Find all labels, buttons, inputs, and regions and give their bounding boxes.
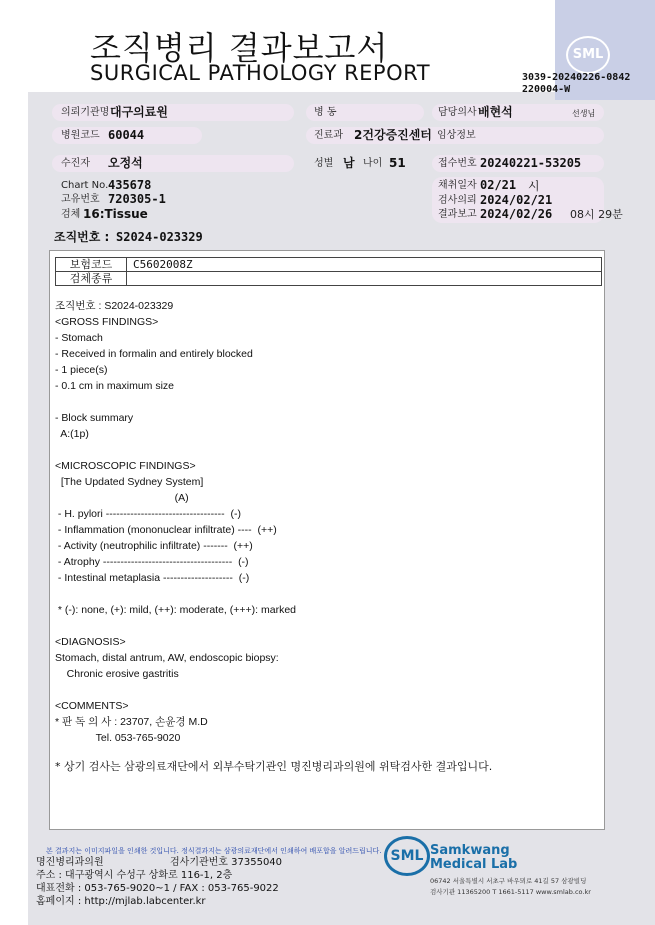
unique-no-value: 720305-1 — [108, 192, 166, 206]
tissue-no-label: 조직번호 : — [54, 230, 110, 244]
result-date-label: 결과보고 — [438, 209, 477, 220]
lab-name-line1: Samkwang — [430, 843, 510, 858]
chart-no-value: 435678 — [108, 178, 152, 192]
ward-label: 병 동 — [314, 107, 337, 118]
dept-value: 2건강증진센터 — [354, 128, 432, 142]
request-date-label: 검사의뢰 — [438, 195, 477, 206]
sex-label: 성별 — [314, 158, 334, 169]
insurance-code-label: 보험코드 — [56, 258, 127, 272]
codes-table — [55, 257, 602, 286]
unique-no-label: 고유번호 — [61, 194, 100, 205]
doctor-suffix: 선생님 — [572, 109, 596, 118]
institution-label: 의뢰기관명 — [61, 107, 110, 118]
clinical-info-label: 임상정보 — [437, 130, 476, 141]
report-id — [522, 72, 630, 96]
specimen-type-label: 검체종류 — [56, 272, 127, 286]
clinic-homepage: 홈페이지 : http://mjlab.labcenter.kr — [36, 896, 206, 907]
hospital-code-label: 병원코드 — [61, 130, 100, 141]
lab-name-line2: Medical Lab — [430, 857, 518, 872]
insurance-code-value: C5602008Z — [127, 258, 602, 272]
patient-value: 오정석 — [108, 156, 143, 170]
outsourcing-notice: * 상기 검사는 삼광의료재단에서 외부수탁기관인 명진병리과의원에 위탁검사한 결과입니다. — [55, 760, 493, 773]
collect-date-value: 02/21 — [480, 178, 517, 192]
clinic-name: 명진병리과의원 — [36, 857, 104, 868]
clinic-phone: 대표전화 : 053-765-9020~1 / FAX : 053-765-9022 — [36, 883, 279, 894]
lab-address: 06742 서울특별시 서초구 바우뫼로 41길 57 삼광빌딩 — [430, 877, 587, 885]
sex-value: 남 — [343, 156, 355, 170]
sml-lab-logo-icon: SML — [384, 836, 430, 876]
tissue-no-value: S2024-023329 — [116, 230, 203, 244]
specimen-type-value — [127, 272, 602, 286]
report-title-korean: 조직병리 결과보고서 — [90, 29, 389, 67]
age-value: 51 — [389, 156, 406, 170]
lab-contact: 검사기관 11365200 T 1661-5117 www.smlab.co.kr — [430, 888, 591, 896]
doctor-value: 배현석 — [478, 105, 513, 119]
chart-no-label: Chart No. — [61, 180, 109, 191]
lab-name — [430, 844, 517, 872]
collect-date-label: 채취일자 — [438, 180, 477, 191]
receipt-value: 20240221-53205 — [480, 156, 582, 170]
institution-value: 대구의료원 — [110, 105, 168, 119]
report-title-english: SURGICAL PATHOLOGY REPORT — [90, 61, 431, 85]
table-row — [56, 258, 602, 272]
dept-label: 진료과 — [314, 130, 343, 141]
print-notice: 본 결과지는 이미지파일을 인쇄한 것입니다. 정식결과지는 삼광의료재단에서 인쇄하여 배포합을 알려드립니다. — [46, 847, 382, 855]
collect-date-suffix: 시 — [528, 179, 540, 193]
clinic-address: 주소 : 대구광역시 수성구 상화로 116-1, 2층 — [36, 870, 233, 881]
doctor-label: 담당의사 — [438, 107, 477, 118]
report-id-line2: 220004-W — [522, 84, 571, 95]
specimen-value: 16:Tissue — [83, 207, 148, 221]
clinic-registration: 검사기관번호 37355040 — [170, 857, 283, 868]
result-date-value: 2024/02/26 — [480, 207, 553, 221]
result-time-value: 08시 29분 — [570, 208, 623, 221]
sml-logo-icon: SML — [566, 36, 610, 74]
report-body-text: 조직번호 : S2024-023329 <GROSS FINDINGS> - Stomach - Received in formalin and entirely blocked - 1 piece(s) - 0.1 cm in maximum size - Block summary A:(1p) <MICROSCOPIC FINDINGS> [The Updated Sydney System] (A) - H. pylori ---------------------------------- (-) - Inflammation (mononuclear infiltrate) ---- (++) - Activity (neutrophilic infiltrate) ------- (++) - Atrophy ------------------------------------- (-) - Intestinal metaplasia -------------------- (-) * (-): none, (+): mild, (++): moderate, (+++): marked <DIAGNOSIS> Stomach, distal antrum, AW, endoscopic biopsy: Chronic erosive gastritis <COMMENTS> * 판 독 의 사 : 23707, 손윤경 M.D Tel. 053-765-9020 — [55, 300, 297, 744]
receipt-label: 접수번호 — [438, 158, 477, 169]
hospital-code-value: 60044 — [108, 128, 145, 142]
patient-label: 수진자 — [61, 158, 90, 169]
table-row — [56, 272, 602, 286]
request-date-value: 2024/02/21 — [480, 193, 553, 207]
report-id-line1: 3039-20240226-0842 — [522, 72, 631, 83]
age-label: 나이 — [363, 158, 383, 169]
report-content-panel — [49, 250, 605, 830]
specimen-label: 검체 — [61, 209, 81, 220]
